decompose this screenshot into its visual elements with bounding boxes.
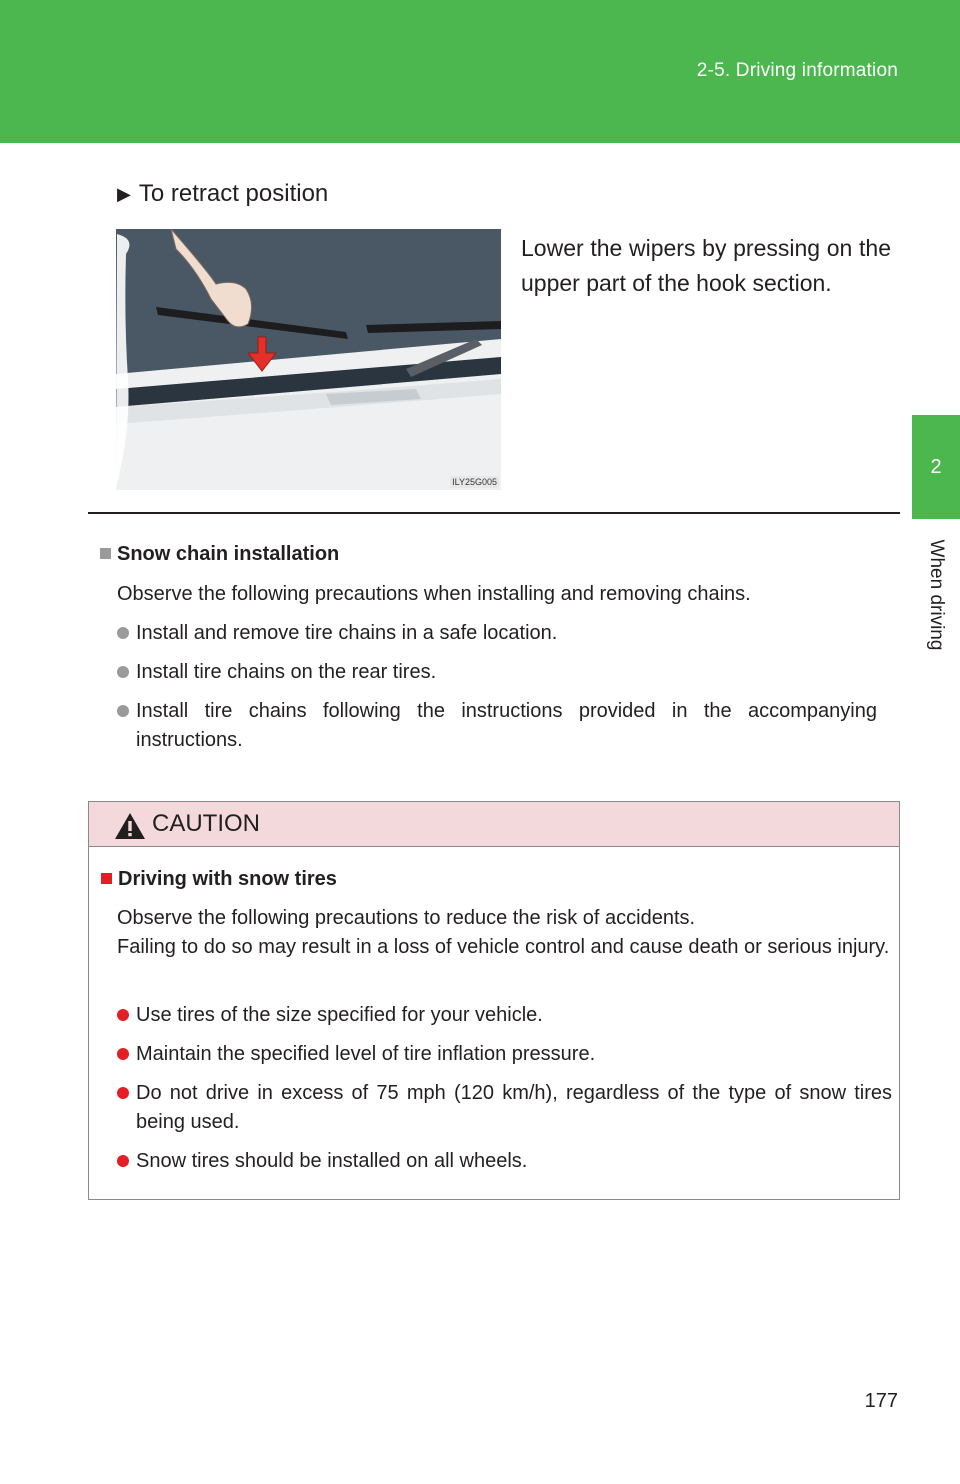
list-item	[117, 1147, 892, 1176]
wiper-illustration	[116, 229, 501, 490]
chapter-label: When driving	[926, 539, 947, 651]
warning-triangle-icon	[114, 812, 146, 840]
list-item	[117, 619, 897, 648]
figure-code: ILY25G005	[452, 477, 497, 487]
list-item	[117, 1001, 892, 1030]
section-title: 2-5. Driving information	[696, 60, 898, 81]
wiper-retract-figure	[116, 229, 501, 490]
caution-intro-2: Failing to do so may result in a loss of vehicle control and cause death or serious injury.	[117, 936, 890, 958]
caution-header	[89, 802, 899, 847]
caution-box	[88, 801, 900, 1200]
snow-chain-heading	[100, 543, 339, 566]
bullet-dot-icon	[117, 1009, 129, 1021]
page-number: 177	[864, 1390, 898, 1412]
snow-chain-intro: Observe the following precautions when installing and removing chains.	[117, 583, 751, 605]
chapter-number-tab: 2	[912, 415, 960, 519]
bullet-dot-icon	[117, 1087, 129, 1099]
list-item-text: Use tires of the size specified for your vehicle.	[136, 1004, 543, 1026]
section-divider	[88, 512, 900, 514]
list-item-text: Install tire chains on the rear tires.	[136, 661, 437, 683]
page-header	[0, 0, 960, 143]
list-item-text: Install tire chains following the instructions provided in the accompanying instructions.	[136, 700, 877, 751]
list-item	[117, 697, 877, 755]
arrow-right-icon: ▶	[117, 183, 131, 204]
list-item	[117, 1040, 892, 1069]
square-bullet-icon	[100, 548, 111, 559]
snow-chain-heading-text: Snow chain installation	[117, 543, 340, 565]
caution-heading	[101, 868, 337, 891]
retract-heading-text: To retract position	[138, 180, 329, 207]
list-item-text: Snow tires should be installed on all wheels.	[136, 1150, 528, 1172]
bullet-dot-icon	[117, 705, 129, 717]
caution-label: CAUTION	[152, 810, 260, 837]
bullet-dot-icon	[117, 627, 129, 639]
bullet-dot-icon	[117, 1048, 129, 1060]
retract-heading	[117, 180, 328, 208]
list-item	[117, 1079, 892, 1137]
list-item	[117, 658, 897, 687]
list-item-text: Install and remove tire chains in a safe location.	[136, 622, 558, 644]
bullet-dot-icon	[117, 666, 129, 678]
list-item-text: Do not drive in excess of 75 mph (120 km/h), regardless of the type of snow tires being used.	[136, 1082, 892, 1133]
caution-intro-1: Observe the following precautions to reduce the risk of accidents.	[117, 907, 696, 929]
caution-heading-text: Driving with snow tires	[118, 868, 337, 890]
retract-instruction: Lower the wipers by pressing on the upper part of the hook section.	[521, 235, 891, 296]
square-bullet-icon	[101, 873, 112, 884]
list-item-text: Maintain the specified level of tire inflation pressure.	[136, 1043, 596, 1065]
bullet-dot-icon	[117, 1155, 129, 1167]
